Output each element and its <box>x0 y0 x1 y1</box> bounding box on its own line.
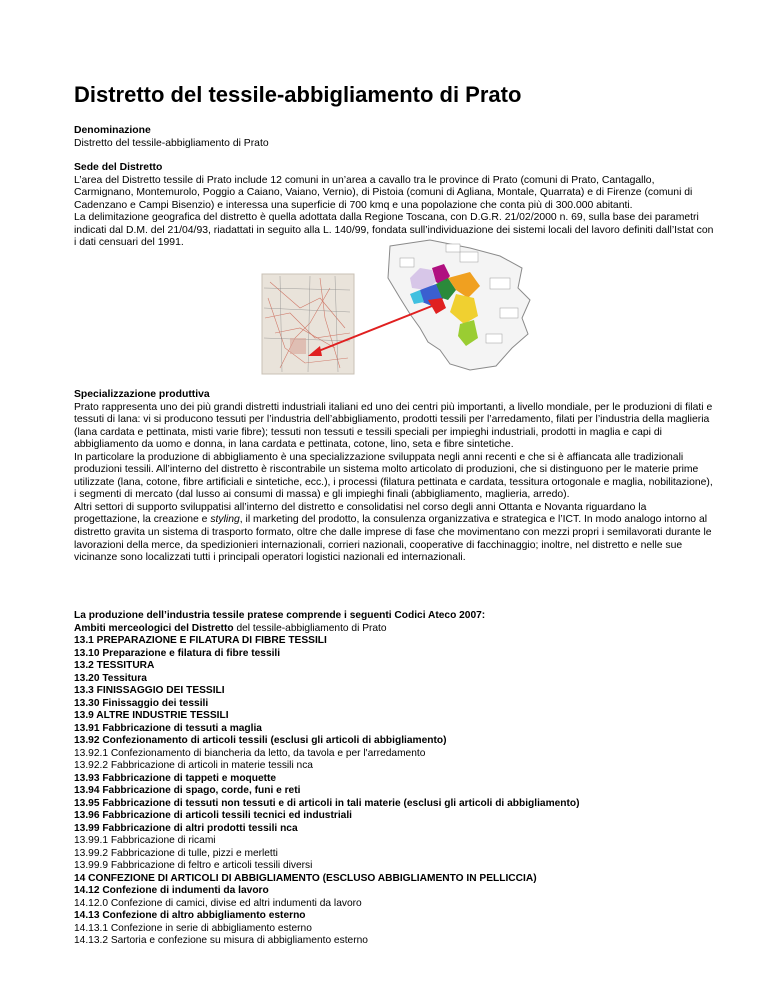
ateco-item: 14 CONFEZIONE DI ARTICOLI DI ABBIGLIAMENTO (ESCLUSO ABBIGLIAMENTO IN PELLICCIA) <box>74 872 537 884</box>
ateco-item: 13.99 Fabbricazione di altri prodotti tessili nca <box>74 822 298 834</box>
ateco-item: 13.94 Fabbricazione di spago, corde, funi e reti <box>74 785 301 797</box>
denominazione-section <box>74 125 714 150</box>
ateco-item: 13.2 TESSITURA <box>74 660 155 672</box>
ambiti-value: del tessile-abbigliamento di Prato <box>233 622 387 634</box>
ateco-item: 14.12.0 Confezione di camici, divise ed altri indumenti da lavoro <box>74 897 362 909</box>
ateco-item: 14.12 Confezione di indumenti da lavoro <box>74 885 269 897</box>
ateco-intro: La produzione dell’industria tessile pratese comprende i seguenti Codici Ateco 2007: <box>74 610 486 621</box>
ateco-item: 14.13.2 Sartoria e confezione su misura di abbigliamento esterno <box>74 935 368 947</box>
ateco-item: 13.3 FINISSAGGIO DEI TESSILI <box>74 685 225 697</box>
ateco-list <box>74 610 734 948</box>
page-title: Distretto del tessile-abbigliamento di Prato <box>74 82 522 107</box>
denominazione-text: Distretto del tessile-abbigliamento di Prato <box>74 137 269 149</box>
specializzazione-paragraph-3 <box>74 502 714 565</box>
ambiti-line <box>74 623 734 636</box>
specializzazione-paragraph-2: In particolare la produzione di abbigliamento è una specializzazione sviluppata negli anni recenti e che si è affiancata alle tradizionali produzioni tessili. All’interno del distretto è riscontrabile un sistema molto articolato di produzioni, che si distinguono per le materie prime utilizzate (lana, cotone, fibre artificiali e sintetiche, ecc.), i processi (filatura pettinata e cardata, tessitura ortogonale e maglia, nobilitazione), i segmenti di mercato (dal lusso ai consumi di massa) e gli impieghi finali (abbigliamento, maglieria, arredo). <box>74 451 713 501</box>
ateco-item: 13.92.1 Confezionamento di biancheria da letto, da tavola e per l'arredamento <box>74 747 426 759</box>
ateco-item: 13.92.2 Fabbricazione di articoli in materie tessili nca <box>74 760 313 772</box>
ateco-item: 13.9 ALTRE INDUSTRIE TESSILI <box>74 710 229 722</box>
paragraph-3-part-a: Altri settori di supporto sviluppatisi all’interno del distretto e consolidatisi nel corso degli anni Ottanta e Novanta riguardano la progettazione, la creazione e <box>74 501 647 526</box>
ateco-item: 13.10 Preparazione e filatura di fibre tessili <box>74 647 281 659</box>
ateco-item: 14.13 Confezione di altro abbigliamento esterno <box>74 910 306 922</box>
ateco-item: 13.1 PREPARAZIONE E FILATURA DI FIBRE TESSILI <box>74 635 327 647</box>
specializzazione-paragraph-1: Prato rappresenta uno dei più grandi distretti industriali italiani ed uno dei centri più importanti, a livello mondiale, per le produzioni di filati e tessuti di lana: vi si producono tessuti per l’industria dell’abbigliamento, prodotti tessili per l’arredamento, filati per l’industria della maglieria (lana cardata e pettinata, misti varie fibre); tessuti non tessuti e tessili speciali per impieghi industriali, prodotti in maglia e capi di abbigliamento da uomo e donna, in lana cardata e pettinata, cotone, lino, seta e fibre sintetiche. <box>74 401 713 451</box>
paragraph-3-part-b: , il marketing del prodotto, la consulenza organizzativa e strategica e l’ICT. In modo analogo intorno al distretto gravita un sistema di trasporto formato, oltre che dalle imprese di fase che movimentano con mezzi propri i semilavorati durante le lavorazioni della merce, da spedizionieri internazionali, corrieri nazionali, cooperative di facchinaggio; inoltre, nel distretto e nelle sue vicinanze sono localizzati tutti i principali operatori logistici nazionali ed internazionali. <box>74 514 712 564</box>
ateco-item: 13.99.1 Fabbricazione di ricami <box>74 835 216 847</box>
specializzazione-section <box>74 389 714 565</box>
district-map-image <box>260 238 546 376</box>
detail-map <box>262 274 354 374</box>
sede-section <box>74 162 714 250</box>
sede-heading: Sede del Distretto <box>74 162 163 173</box>
ateco-item: 13.96 Fabbricazione di articoli tessili tecnici ed industriali <box>74 810 352 822</box>
sede-paragraph-1: L’area del Distretto tessile di Prato include 12 comuni in un’area a cavallo tra le province di Prato (comuni di Prato, Cantagallo, Carmignano, Montemurolo, Poggio a Caiano, Vaiano, Vernio), di Pistoia (comuni di Agliana, Montale, Quarrata) e di Firenze (comuni di Cadenzano e Campi Bisenzio) e interessa una superficie di 700 kmq e una popolazione che conta più di 300.000 abitanti. <box>74 174 693 211</box>
ateco-item: 13.99.9 Fabbricazione di feltro e articoli tessili diversi <box>74 860 313 872</box>
ateco-item: 13.91 Fabbricazione di tessuti a maglia <box>74 722 262 734</box>
styling-italic: styling <box>210 514 240 526</box>
ateco-item: 13.93 Fabbricazione di tappeti e moquette <box>74 772 277 784</box>
ateco-item: 13.99.2 Fabbricazione di tulle, pizzi e merletti <box>74 847 278 859</box>
ambiti-label: Ambiti merceologici del Distretto <box>74 622 234 634</box>
sede-paragraph-2: La delimitazione geografica del distretto è quella adottata dalla Regione Toscana, con D.G.R. 21/02/2000 n. 69, sulla base dei parametri indicati dal D.M. del 21/04/93, riadattati in seguito alla L. 140/99, fondata sull’individuazione dei sistemi locali del lavoro definiti dall’Istat con i dati censuari del 1991. <box>74 212 714 249</box>
ateco-item: 13.95 Fabbricazione di tessuti non tessuti e di articoli in tali materie (esclusi gli articoli di abbigliamento) <box>74 797 580 809</box>
specializzazione-heading: Specializzazione produttiva <box>74 389 210 400</box>
ateco-item: 13.30 Finissaggio dei tessili <box>74 697 209 709</box>
ateco-item: 13.92 Confezionamento di articoli tessili (esclusi gli articoli di abbigliamento) <box>74 735 447 747</box>
ateco-item: 13.20 Tessitura <box>74 672 147 684</box>
ateco-item: 14.13.1 Confezione in serie di abbigliamento esterno <box>74 922 312 934</box>
tuscany-map <box>388 240 530 370</box>
denominazione-heading: Denominazione <box>74 125 151 136</box>
